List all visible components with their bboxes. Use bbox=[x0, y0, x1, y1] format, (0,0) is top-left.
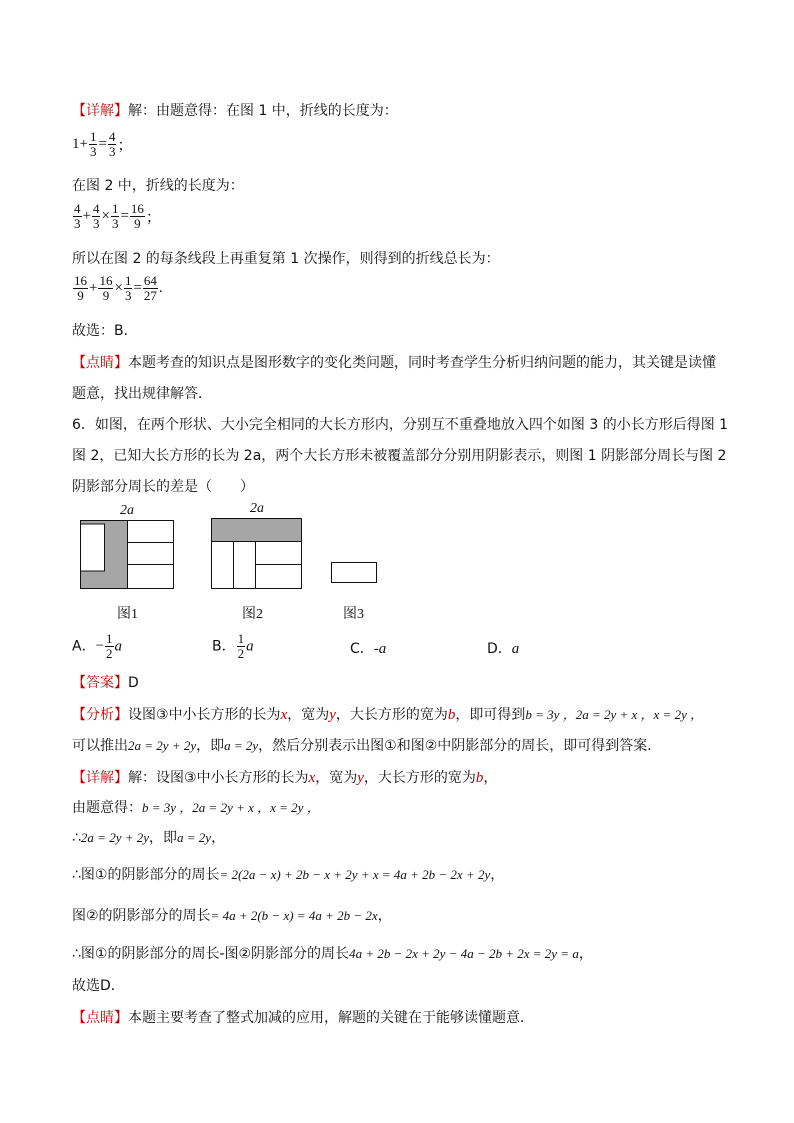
frac-den: 3 bbox=[92, 216, 100, 231]
eq3-plus: + bbox=[89, 280, 98, 296]
fig1-small-rect-bottom bbox=[128, 565, 174, 589]
final-point-line bbox=[72, 1007, 534, 1027]
detail-text: 图②的阴影部分的周长 bbox=[72, 908, 211, 924]
option-c[interactable] bbox=[350, 638, 386, 658]
fig3-caption: 图3 bbox=[343, 607, 364, 622]
frac-num: 16 bbox=[74, 273, 87, 288]
option-b[interactable] bbox=[212, 632, 254, 661]
detail-text: ∴图①的阴影部分的周长 bbox=[72, 867, 220, 883]
detail-text: ，即 bbox=[149, 830, 178, 846]
detail2-line-1 bbox=[72, 767, 497, 787]
frac-num: 4 bbox=[74, 201, 81, 216]
detail2-line-3 bbox=[72, 827, 225, 847]
detail2-line-5 bbox=[72, 905, 392, 925]
point-text: 本题主要考查了整式加减的应用，解题的关键在于能够读懂题意． bbox=[128, 1010, 534, 1026]
analysis-text: ，宽为 bbox=[287, 707, 330, 723]
frac-den: 27 bbox=[143, 288, 157, 303]
option-a-var: a bbox=[114, 638, 123, 655]
therefore-symbol: ∴ bbox=[72, 830, 81, 846]
point-text-1: 本题考查的知识点是图形数字的变化类问题，同时考查学生分析归纳问题的能力，其关键是读懂 bbox=[128, 355, 716, 371]
question-6-line-1: 6．如图，在两个形状、大小完全相同的大长方形内，分别互不重叠地放入四个如图 3 的小长方形后得图 1 bbox=[72, 417, 729, 433]
option-d-label: D． bbox=[487, 641, 512, 657]
detail-line-1 bbox=[72, 100, 398, 120]
fig1-small-rect-top bbox=[128, 521, 174, 543]
frac-num: 1 bbox=[106, 631, 113, 646]
frac-den: 9 bbox=[134, 216, 141, 231]
frac-den: 2 bbox=[106, 646, 113, 661]
detail-text: ，宽为 bbox=[315, 770, 358, 786]
option-b-var: a bbox=[246, 638, 254, 655]
eq2-frac-1 bbox=[73, 202, 82, 231]
detail2-line-4 bbox=[72, 864, 504, 884]
eq3-frac-3 bbox=[124, 274, 133, 303]
eq1-frac-2 bbox=[108, 130, 117, 159]
fig2-caption: 图2 bbox=[242, 607, 263, 622]
detail-text: 由题意得： bbox=[72, 800, 142, 816]
point-line-2: 题意，找出规律解答． bbox=[72, 386, 212, 402]
frac-den: 3 bbox=[89, 144, 97, 159]
analysis-text: 可以推出 bbox=[72, 738, 128, 754]
analysis-text: 设图③中小长方形的长为 bbox=[128, 707, 281, 723]
option-a[interactable] bbox=[72, 632, 122, 661]
eq2-frac-3 bbox=[111, 202, 120, 231]
frac-den: 3 bbox=[111, 216, 119, 231]
eq2-times: × bbox=[101, 208, 110, 224]
eq2-plus: + bbox=[82, 208, 91, 224]
fig1-caption: 图1 bbox=[117, 607, 138, 622]
eq2-tail: ； bbox=[145, 210, 161, 226]
option-b-label: B． bbox=[212, 638, 236, 655]
var-y: y bbox=[357, 770, 364, 786]
detail-text: ， bbox=[377, 908, 392, 924]
detail-equation: 4a + 2b − 2x + 2y − 4a − 2b + 2x = 2y = a bbox=[349, 946, 579, 961]
frac-den: 9 bbox=[77, 288, 84, 303]
equation-3 bbox=[72, 274, 163, 303]
var-y: y bbox=[329, 707, 336, 723]
frac-den: 9 bbox=[102, 288, 110, 303]
equation-2 bbox=[72, 202, 161, 231]
detail-text: ∴图①的阴影部分的周长-图②阴影部分的周长 bbox=[72, 946, 350, 962]
detail-text: 解：设图③中小长方形的长为 bbox=[128, 770, 309, 786]
eq3-frac-1 bbox=[73, 274, 88, 303]
eq3-equals: = bbox=[133, 280, 142, 296]
frac-num: 1 bbox=[89, 129, 97, 144]
detail-tag: 【详解】 bbox=[72, 770, 128, 786]
frac-num: 1 bbox=[237, 631, 245, 646]
option-a-frac bbox=[105, 632, 114, 661]
analysis-equation: a = 2y bbox=[224, 738, 259, 753]
eq1-frac-1 bbox=[89, 130, 98, 159]
fig1-small-rect-mid bbox=[128, 543, 174, 565]
eq1-lead: 1+ bbox=[72, 136, 88, 152]
frac-num: 64 bbox=[143, 273, 157, 288]
frac-den: 3 bbox=[124, 288, 132, 303]
fig1-top-label: 2a bbox=[120, 503, 134, 518]
detail-text: ，大长方形的宽为 bbox=[363, 770, 476, 786]
detail-text: ， bbox=[578, 946, 593, 962]
analysis-tag: 【分析】 bbox=[72, 707, 128, 723]
figure-2 bbox=[211, 518, 303, 590]
analysis-line-2 bbox=[72, 735, 661, 755]
detail-tag: 【详解】 bbox=[72, 103, 128, 119]
eq3-times: × bbox=[114, 280, 123, 296]
eq1-equals: = bbox=[98, 136, 107, 152]
analysis-text: ，即可得到 bbox=[455, 707, 526, 723]
point-tag: 【点睛】 bbox=[72, 1010, 128, 1026]
option-d[interactable] bbox=[487, 638, 519, 658]
question-6-line-2: 图 2，已知大长方形的长为 2a，两个大长方形未被覆盖部分分别用阴影表示，则图 1 阴影部分周长与图 2 bbox=[72, 448, 727, 464]
frac-den: 3 bbox=[74, 216, 81, 231]
detail-text: ， bbox=[211, 830, 226, 846]
var-b: b bbox=[447, 707, 456, 723]
frac-num: 16 bbox=[99, 273, 113, 288]
eq3-frac-2 bbox=[98, 274, 113, 303]
choice-line-2: 故选D． bbox=[72, 978, 125, 994]
text-line-total: 所以在图 2 的每条线段上再重复第 1 次操作，则得到的折线总长为： bbox=[72, 251, 500, 267]
frac-num: 4 bbox=[108, 129, 116, 144]
detail-text: ， bbox=[483, 770, 498, 786]
answer-value: D bbox=[128, 675, 139, 691]
frac-num: 1 bbox=[111, 201, 119, 216]
analysis-text: ，即 bbox=[196, 738, 225, 754]
option-a-label: A． bbox=[72, 638, 96, 655]
frac-num: 1 bbox=[124, 273, 132, 288]
frac-num: 16 bbox=[130, 201, 144, 216]
analysis-text: ，大长方形的宽为 bbox=[335, 707, 448, 723]
analysis-equation: 2a = 2y + 2y bbox=[128, 738, 197, 753]
option-a-sign: − bbox=[95, 638, 105, 654]
detail-equation: 2a = 2y + 2y bbox=[80, 830, 150, 845]
figure-3 bbox=[331, 562, 378, 584]
frac-den: 3 bbox=[108, 144, 116, 159]
option-b-frac bbox=[237, 632, 246, 661]
fig2-shaded-region bbox=[212, 519, 302, 542]
equation-1 bbox=[72, 130, 132, 159]
detail2-line-6 bbox=[72, 943, 593, 963]
answer-tag: 【答案】 bbox=[72, 675, 128, 691]
var-b: b bbox=[475, 770, 484, 786]
fig3-small-rect bbox=[332, 563, 377, 583]
detail-equation: a = 2y bbox=[177, 830, 212, 845]
option-c-label: C． bbox=[350, 641, 374, 657]
analysis-line-1 bbox=[72, 704, 703, 724]
eq3-frac-4 bbox=[143, 274, 158, 303]
choice-line-1: 故选：B． bbox=[72, 323, 138, 339]
fig2-top-label: 2a bbox=[250, 501, 264, 516]
frac-den: 2 bbox=[237, 646, 245, 661]
frac-num: 4 bbox=[92, 201, 100, 216]
detail-equation: = 2(2a − x) + 2b − x + 2y + x = 4a + 2b − 2x + 2y bbox=[219, 867, 491, 882]
eq2-frac-2 bbox=[92, 202, 101, 231]
detail-text: 解：由题意得：在图 1 中，折线的长度为： bbox=[128, 103, 398, 119]
option-d-value: a bbox=[511, 641, 520, 657]
option-c-value: -a bbox=[373, 641, 387, 657]
answer-line bbox=[72, 672, 139, 692]
var-x: x bbox=[308, 770, 316, 786]
detail-text: ， bbox=[490, 867, 505, 883]
eq1-tail: ； bbox=[117, 138, 133, 154]
analysis-equations: b = 3y ，2a = 2y + x ，x = 2y ， bbox=[525, 707, 704, 722]
point-tag: 【点睛】 bbox=[72, 355, 128, 371]
detail2-line-2 bbox=[72, 797, 320, 817]
point-line-1 bbox=[72, 352, 716, 372]
eq3-tail: . bbox=[158, 280, 163, 296]
fig1-small-rect-vertical bbox=[81, 524, 105, 571]
analysis-text: ，然后分别表示出图①和图②中阴影部分的周长，即可得到答案． bbox=[258, 738, 662, 754]
var-x: x bbox=[280, 707, 288, 723]
eq2-equals: = bbox=[120, 208, 129, 224]
text-line-fig2: 在图 2 中，折线的长度为： bbox=[72, 178, 244, 194]
question-6-line-3: 阴影部分周长的差是（ ） bbox=[72, 479, 254, 495]
detail-equations: b = 3y ，2a = 2y + x ，x = 2y ， bbox=[142, 800, 320, 815]
detail-equation: = 4a + 2(b − x) = 4a + 2b − 2x bbox=[210, 908, 378, 923]
eq2-frac-4 bbox=[130, 202, 145, 231]
figure-1 bbox=[80, 520, 175, 590]
